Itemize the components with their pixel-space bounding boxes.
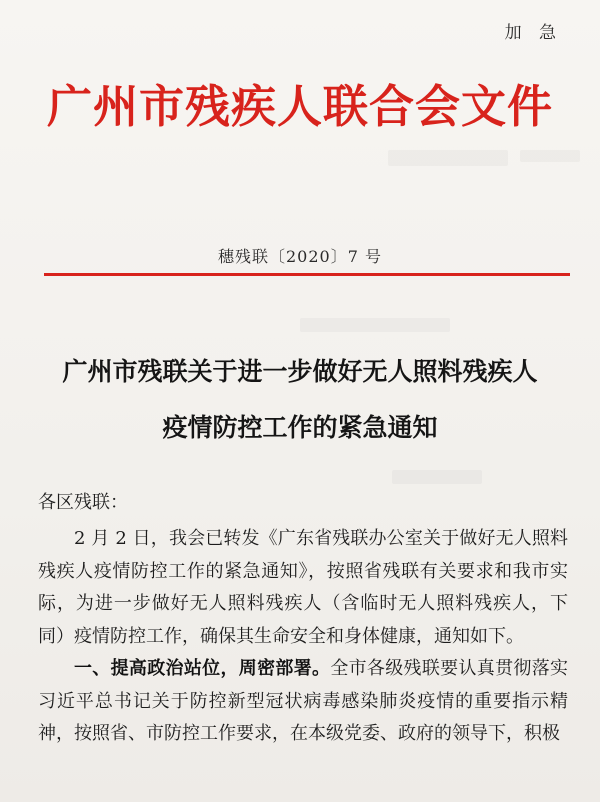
document-number: 穗残联〔2020〕7 号 xyxy=(218,247,382,266)
section-text: 全市各级残联要认真贯彻落实习近平总书记关于防控新型冠状病毒感染肺炎疫情的重要指示精神，按照省、市防控工作要求，在本级党委、政府的领导下，积极 xyxy=(38,658,569,744)
document-title-line-2: 疫情防控工作的紧急通知 xyxy=(162,413,438,442)
bleed-through-mark xyxy=(520,150,580,162)
document-title-line-1: 广州市残联关于进一步做好无人照料残疾人 xyxy=(62,357,538,386)
bleed-through-mark xyxy=(392,470,482,484)
body-paragraph-1: 2 月 2 日，我会已转发《广东省残联办公室关于做好无人照料残疾人疫情防控工作的紧急通知》，按照省残联有关要求和我市实际，为进一步做好无人照料残疾人（含临时无人照料残疾人，下同）疫情防控工作，确保其生命安全和身体健康，通知如下。 xyxy=(38,528,568,647)
urgency-mark: 加 急 xyxy=(504,23,562,43)
body-paragraph-2 xyxy=(38,653,568,751)
salutation: 各区残联： xyxy=(38,492,128,513)
section-heading: 一、提高政治站位，周密部署。 xyxy=(74,658,331,679)
bleed-through-mark xyxy=(388,150,508,166)
issuer-header: 广州市残疾人联合会文件 xyxy=(46,80,553,133)
bleed-through-mark xyxy=(300,318,450,332)
red-separator-line xyxy=(44,273,570,276)
